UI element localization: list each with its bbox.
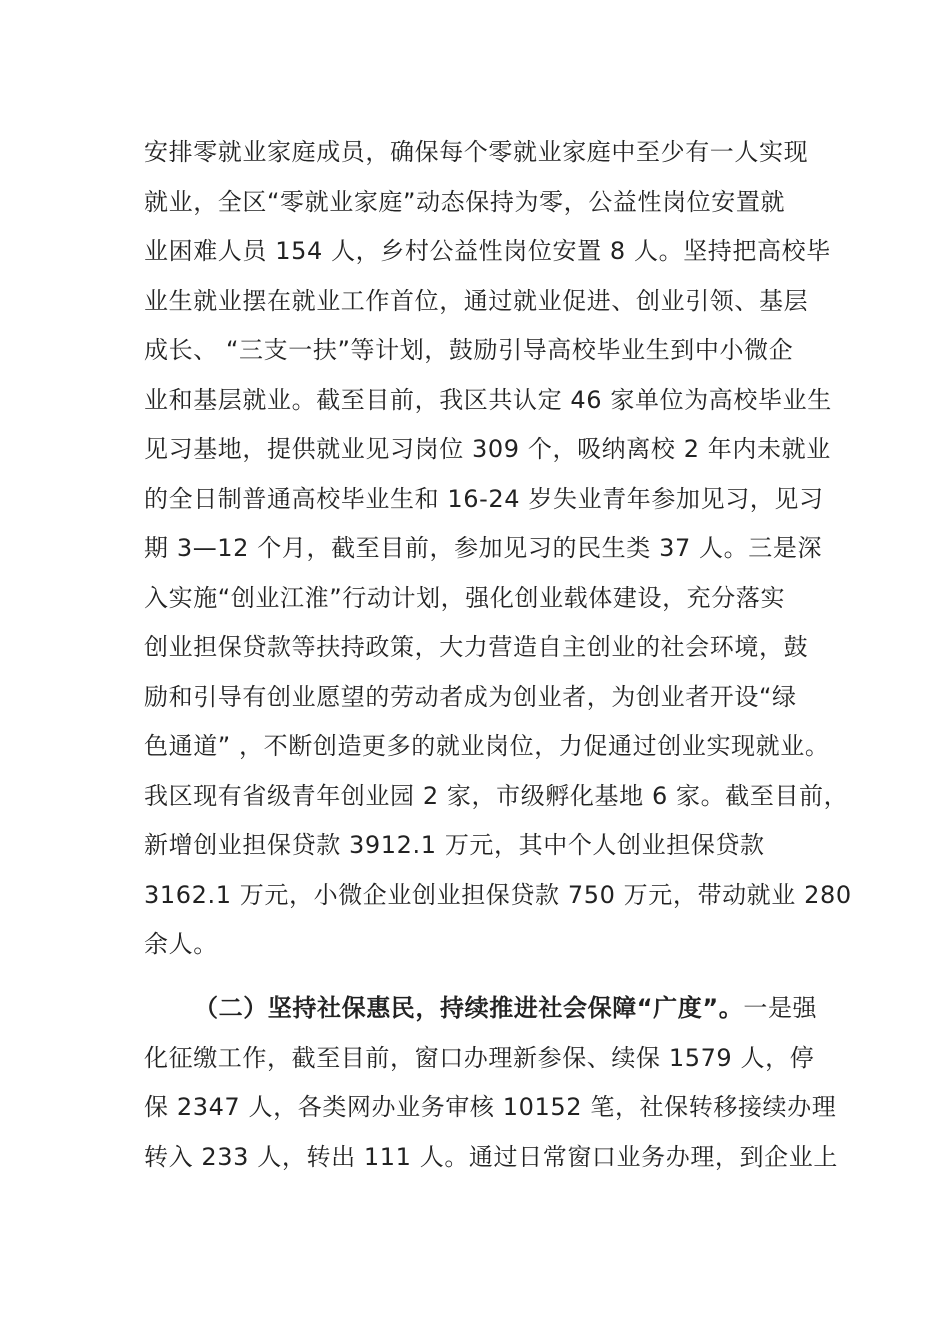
text-line: 入实施“创业江淮”行动计划，强化创业载体建设，充分落实	[144, 583, 786, 612]
text-line: 业困难人员 154 人，乡村公益性岗位安置 8 人。坚持把高校毕	[144, 237, 831, 265]
text-line: 业和基层就业。截至目前，我区共认定 46 家单位为高校毕业生	[144, 385, 832, 414]
paragraph-social-security	[144, 984, 838, 1182]
text-line: 期 3—12 个月，截至目前，参加见习的民生类 37 人。三是深	[144, 534, 823, 562]
text-line: 转入 233 人，转出 111 人。通过日常窗口业务办理，到企业上	[144, 1142, 838, 1171]
text-line: 的全日制普通高校毕业生和 16-24 岁失业青年参加见习，见习	[144, 484, 824, 513]
text-line: 就业，全区“零就业家庭”动态保持为零，公益性岗位安置就	[144, 187, 786, 216]
section-heading: （二）坚持社保惠民，持续推进社会保障“广度”。	[194, 994, 744, 1022]
text-line: 励和引导有创业愿望的劳动者成为创业者，为创业者开设“绿	[144, 682, 797, 711]
text-line: 新增创业担保贷款 3912.1 万元，其中个人创业担保贷款	[144, 831, 765, 859]
text-line: 化征缴工作，截至目前，窗口办理新参保、续保 1579 人，停	[144, 1043, 815, 1072]
text-line: 见习基地，提供就业见习岗位 309 个，吸纳离校 2 年内未就业	[144, 435, 831, 463]
paragraph-employment	[144, 128, 852, 970]
text-line: 安排零就业家庭成员，确保每个零就业家庭中至少有一人实现	[144, 138, 809, 166]
text-line: 余人。	[144, 930, 218, 958]
text-line: 3162.1 万元，小微企业创业担保贷款 750 万元，带动就业 280	[144, 880, 852, 909]
text-line: 创业担保贷款等扶持政策，大力营造自主创业的社会环境，鼓	[144, 633, 809, 661]
text-line: 我区现有省级青年创业园 2 家，市级孵化基地 6 家。截至目前，	[144, 781, 849, 810]
heading-line	[144, 984, 818, 1034]
text-line: 成长、 “三支一扶”等计划，鼓励引导高校毕业生到中小微企	[144, 336, 794, 364]
text-line: 业生就业摆在就业工作首位，通过就业促进、创业引领、基层	[144, 286, 809, 315]
text-line: 保 2347 人，各类网办业务审核 10152 笔，社保转移接续办理	[144, 1093, 837, 1121]
heading-line-rest: 一是强	[743, 994, 818, 1022]
text-line: 色通道” ，不断创造更多的就业岗位，力促通过创业实现就业。	[144, 732, 830, 760]
